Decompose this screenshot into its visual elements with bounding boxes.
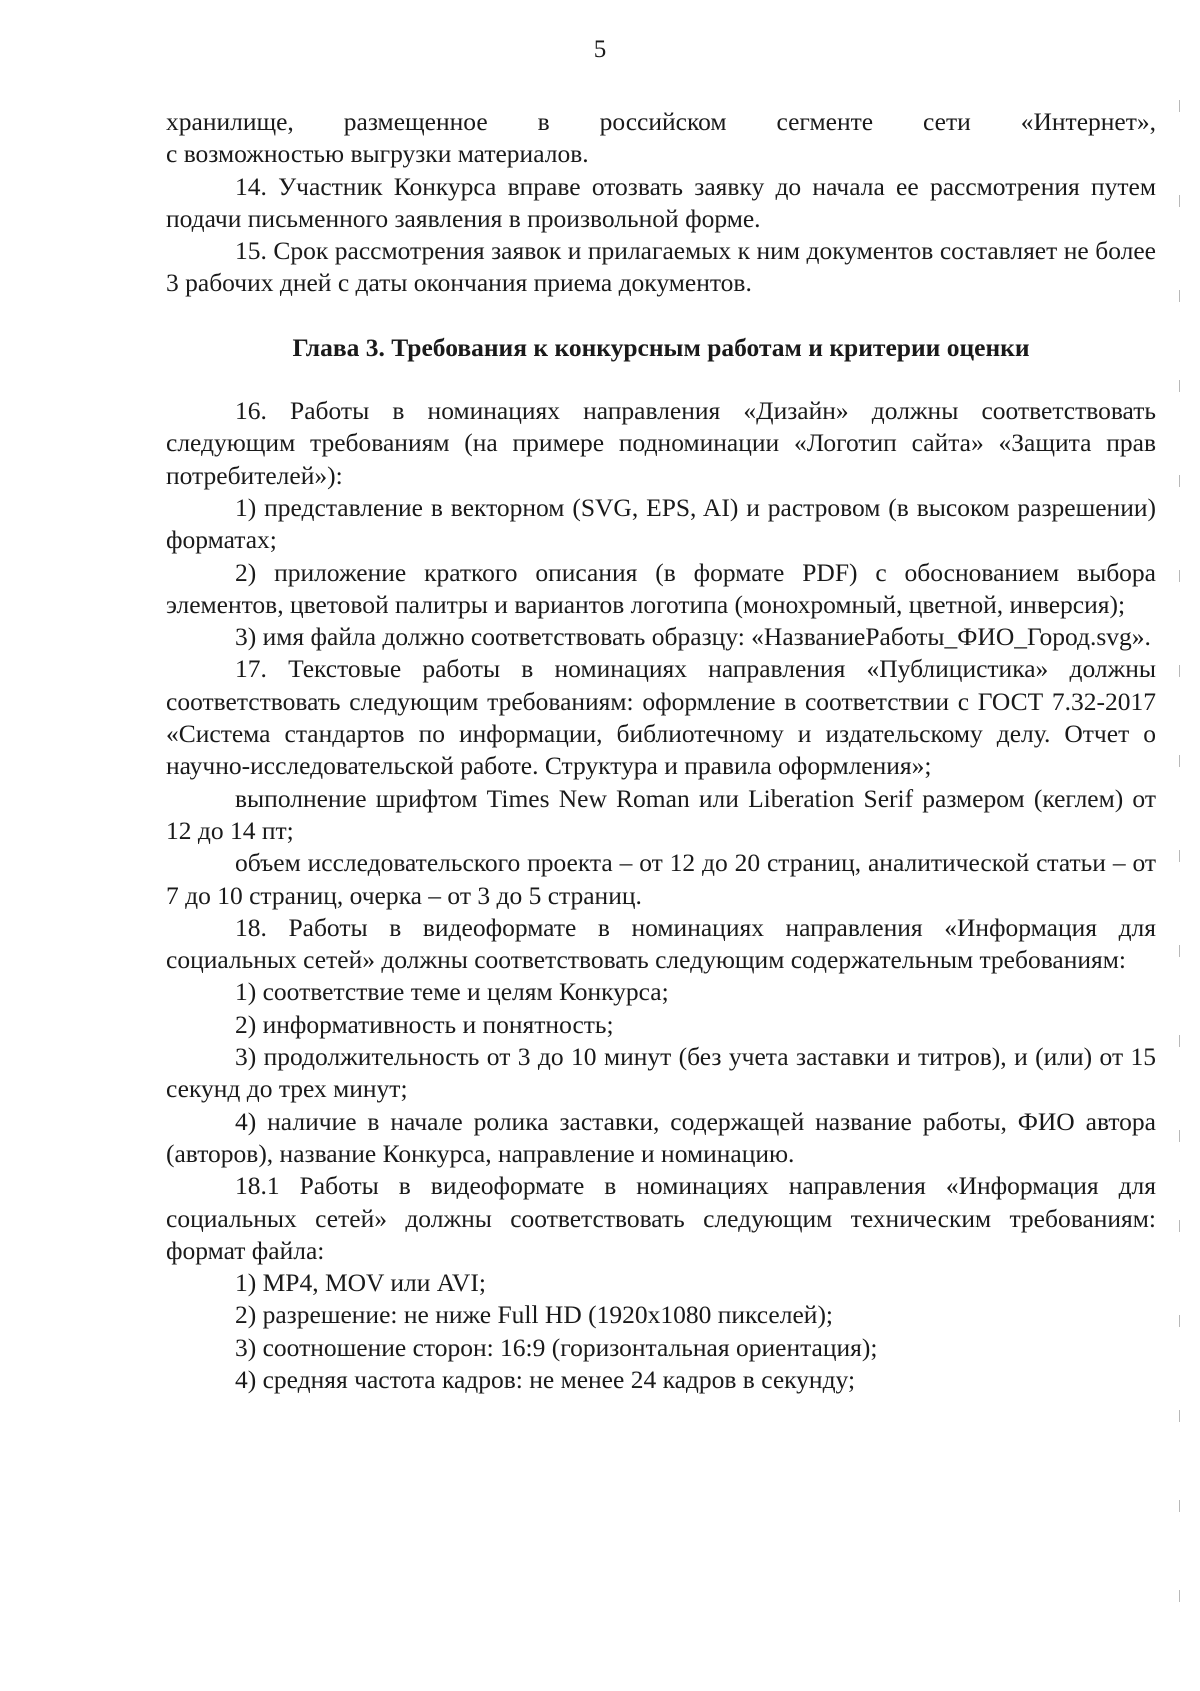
list-item: 3) имя файла должно соответствовать образцу: «НазваниеРаботы_ФИО_Город.svg». [235, 622, 1151, 652]
paragraph-18: 18. Работы в видеоформате в номинациях направления «Информация для социальных сетей» должны соответствовать следующим содержательным требованиям: [166, 912, 1156, 975]
scan-mark [1179, 570, 1180, 582]
paragraph-15: 15. Срок рассмотрения заявок и прилагаемых к ним документов составляет не более 3 рабочих дней с даты окончания приема документов. [166, 236, 1156, 298]
list-item: 1) MP4, MOV или AVI; [235, 1268, 486, 1298]
paragraph-17: 17. Текстовые работы в номинациях направления «Публицистика» должны соответствовать следующим требованиям: оформление в соответствии с ГОСТ 7.32-2017 «Система стандартов по информации, библиотечному и издательскому делу. Отчет о научно-исследовательской работе. Структура и правила оформления»; [166, 654, 1156, 781]
paragraph-17-font: выполнение шрифтом Times New Roman или Liberation Serif размером (кеглем) от 12 до 14 пт; [166, 783, 1156, 845]
scan-margin-marks [1160, 0, 1200, 1691]
document-body [166, 106, 1156, 1396]
list-item: 3) соотношение сторон: 16:9 (горизонтальная ориентация); [235, 1332, 878, 1362]
paragraph-18-1: 18.1 Работы в видеоформате в номинациях направления «Информация для социальных сетей» должны соответствовать следующим техническим требованиям: формат файла: [166, 1171, 1156, 1265]
paragraph-continuation-end: с возможностью выгрузки материалов. [166, 139, 589, 169]
scan-mark [1179, 290, 1180, 302]
list-item: 2) разрешение: не ниже Full HD (1920x1080 пикселей); [235, 1300, 834, 1330]
scan-mark [1179, 1315, 1180, 1327]
scan-mark [1179, 665, 1180, 677]
list-item: 3) продолжительность от 3 до 10 минут (без учета заставки и титров), и (или) от 15 секунд до трех минут; [166, 1042, 1156, 1104]
list-item: 4) наличие в начале ролика заставки, содержащей название работы, ФИО автора (авторов), название Конкурса, направление и номинацию. [166, 1106, 1156, 1168]
list-item: 1) соответствие теме и целям Конкурса; [235, 977, 669, 1007]
list-item: 2) информативность и понятность; [235, 1009, 614, 1039]
scan-mark [1179, 755, 1180, 767]
page-number: 5 [593, 36, 607, 63]
scan-mark [1179, 1130, 1180, 1142]
paragraph-17-volume: объем исследовательского проекта – от 12 до 20 страниц, аналитической статьи – от 7 до 10 страниц, очерка – от 3 до 5 страниц. [166, 848, 1156, 910]
list-item: 1) представление в векторном (SVG, EPS, AI) и растровом (в высоком разрешении) форматах; [166, 492, 1156, 555]
chapter-heading: Глава 3. Требования к конкурсным работам и критерии оценки [292, 332, 1030, 362]
list-item: 2) приложение краткого описания (в формате PDF) с обоснованием выбора элементов, цветовой палитры и вариантов логотипа (монохромный, цветной, инверсия); [166, 557, 1156, 619]
scan-mark [1179, 850, 1180, 862]
scan-mark [1179, 1500, 1180, 1512]
scan-mark [1179, 475, 1180, 487]
scan-mark [1179, 1590, 1180, 1602]
scan-mark [1179, 1410, 1180, 1422]
scan-mark [1179, 1220, 1180, 1232]
list-item: 4) средняя частота кадров: не менее 24 кадров в секунду; [235, 1364, 856, 1394]
scan-mark [1179, 195, 1180, 207]
paragraph-16: 16. Работы в номинациях направления «Дизайн» должны соответствовать следующим требованиям (на примере подноминации «Логотип сайта» «Защита прав потребителей»): [166, 396, 1156, 490]
scan-mark [1179, 100, 1180, 112]
scan-mark [1179, 380, 1180, 392]
paragraph-14: 14. Участник Конкурса вправе отозвать заявку до начала ее рассмотрения путем подачи письменного заявления в произвольной форме. [166, 171, 1156, 233]
scan-mark [1179, 1035, 1180, 1047]
paragraph-continuation: хранилище, размещенное в российском сегменте сети «Интернет», [166, 107, 1156, 136]
scan-mark [1179, 945, 1180, 957]
